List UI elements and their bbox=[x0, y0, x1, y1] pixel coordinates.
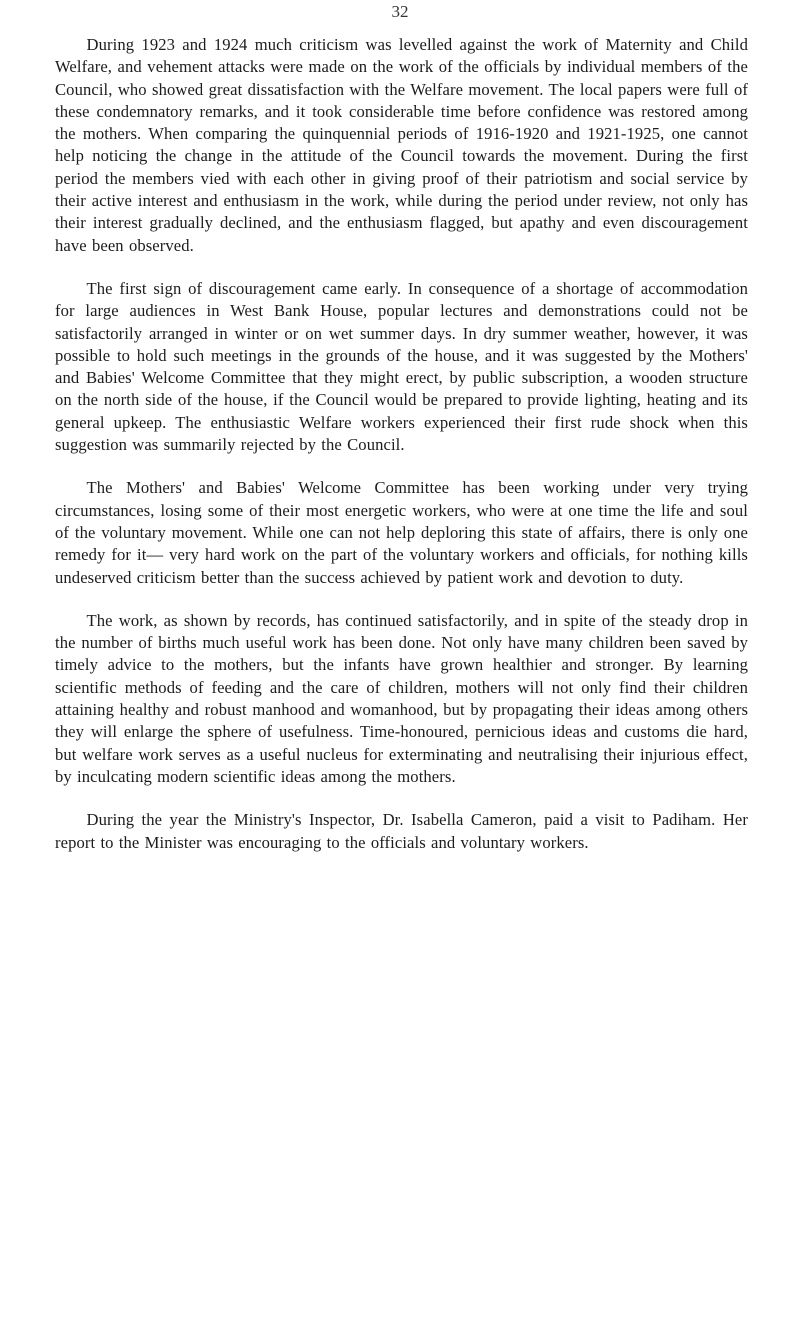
paragraph-1: During 1923 and 1924 much criticism was levelled against the work of Maternity and Child Welfare, and vehement attacks were made on the work of the officials by individual members of the Council, who showed great dissatisfaction with the Welfare movement. The local papers were full of these condemnatory remarks, and it took considerable time before confidence was restored among the mothers. When comparing the quinquennial periods of 1916-1920 and 1921-1925, one cannot help noticing the change in the attitude of the Council towards the movement. During the first period the members vied with each other in giving proof of their patriotism and social service by their active interest and enthusiasm in the work, while during the period under review, not only has their interest gradually declined, and the enthusiasm flagged, but apathy and even discouragement have been observed. bbox=[55, 35, 748, 255]
paragraph-3: The Mothers' and Babies' Welcome Committee has been working under very trying circumstances, losing some of their most energetic workers, who were at one time the life and soul of the voluntary movement. While one can not help deploring this state of affairs, there is only one remedy for it— very hard work on the part of the voluntary workers and officials, for nothing kills undeserved criticism better than the success achieved by patient work and devotion to duty. bbox=[55, 478, 748, 587]
paragraph-4: The work, as shown by records, has continued satisfactorily, and in spite of the steady drop in the number of births much useful work has been done. Not only have many children been saved by timely advice to the mothers, but the infants have grown healthier and stronger. By learning scientific methods of feeding and the care of children, mothers will not only find their children attaining healthy and robust manhood and womanhood, but by propagating their ideas among others they will enlarge the sphere of usefulness. Time-honoured, pernicious ideas and customs die hard, but welfare work serves as a useful nucleus for exterminating and neutralising their injurious effect, by inculcating modern scientific ideas among the mothers. bbox=[55, 610, 748, 786]
paragraph-5: During the year the Ministry's Inspector, Dr. Isabella Cameron, paid a visit to Padiham. Her report to the Minister was encouraging to the officials and voluntary workers. bbox=[55, 810, 748, 852]
body-text bbox=[55, 34, 748, 854]
paragraph-2: The first sign of discouragement came early. In consequence of a shortage of accommodation for large audiences in West Bank House, popular lectures and demonstrations could not be satisfactorily arranged in winter or on wet summer days. In dry summer weather, however, it was possible to hold such meetings in the grounds of the house, and it was suggested by the Mothers' and Babies' Welcome Committee that they might erect, by public subscription, a wooden structure on the north side of the house, if the Council would be prepared to provide lighting, heating and its general upkeep. The enthusiastic Welfare workers experienced their first rude shock when this suggestion was summarily rejected by the Council. bbox=[55, 278, 748, 455]
page-number: 32 bbox=[391, 2, 409, 21]
